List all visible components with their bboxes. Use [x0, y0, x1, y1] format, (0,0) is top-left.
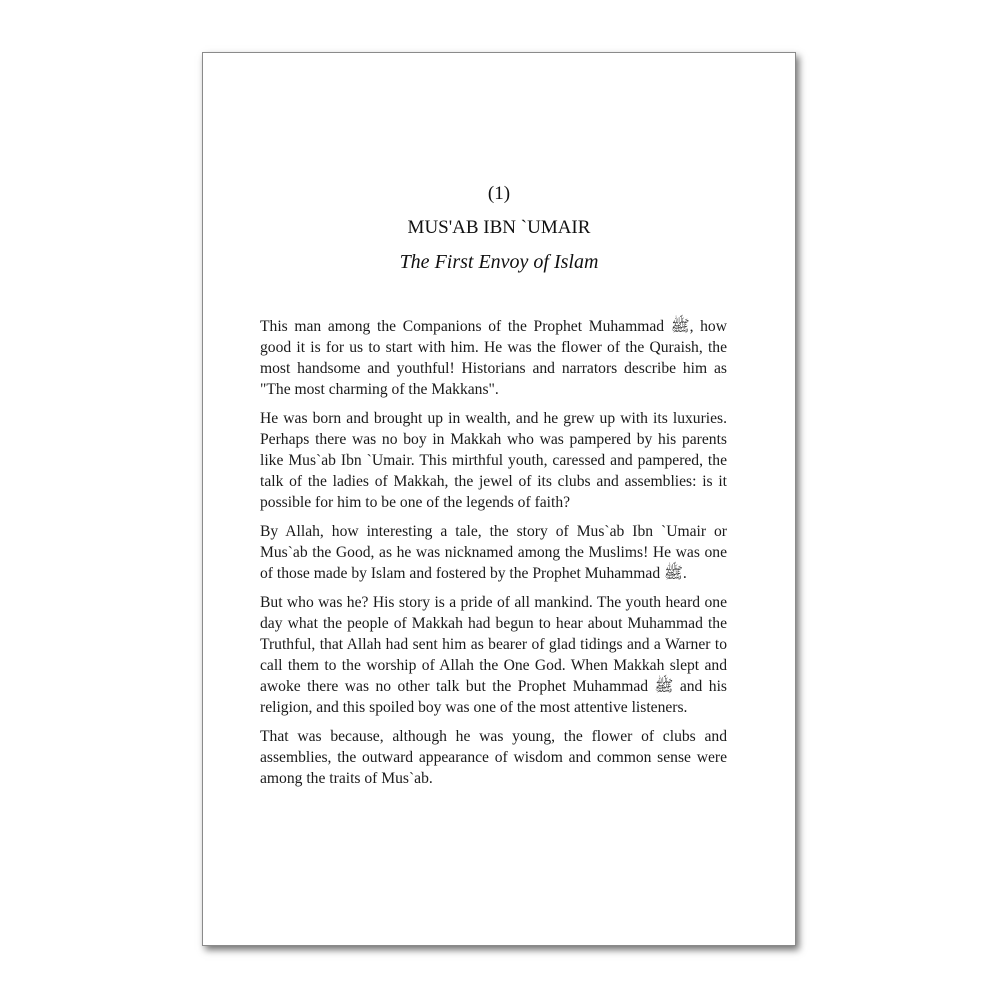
chapter-subtitle: The First Envoy of Islam [399, 251, 599, 273]
paragraph: He was born and brought up in wealth, and he grew up with its luxuries. Perhaps there was no boy in Makkah who was pampered by his parents like Mus`ab Ibn `Umair. This mirthful youth, caressed and pampered, the talk of the ladies of Makkah, the jewel of its clubs and assemblies: is it possible for him to be one of the legends of faith? [260, 410, 727, 511]
chapter-number: (1) [487, 183, 511, 204]
paragraph: But who was he? His story is a pride of all mankind. The youth heard one day what the people of Makkah had begun to hear about Muhammad the Truthful, that Allah had sent him as bearer of glad tidings and a Warner to call them to the worship of Allah the One God. When Makkah slept and awoke there was no other talk but the Prophet Muhammad ﷺ and his religion, and this spoiled boy was one of the most attentive listeners. [260, 594, 727, 716]
body-text [260, 316, 727, 797]
paragraph: That was because, although he was young, the flower of clubs and assemblies, the outward appearance of wisdom and common sense were among the traits of Mus`ab. [260, 728, 727, 787]
chapter-title: MUS'AB IBN `UMAIR [407, 217, 591, 238]
book-page [202, 52, 796, 946]
paragraph: This man among the Companions of the Prophet Muhammad ﷺ, how good it is for us to start with him. He was the flower of the Quraish, the most handsome and youthful! Historians and narrators describe him as "The most charming of the Makkans". [260, 318, 727, 398]
paragraph: By Allah, how interesting a tale, the story of Mus`ab Ibn `Umair or Mus`ab the Good, as he was nicknamed among the Muslims! He was one of those made by Islam and fostered by the Prophet Muhammad ﷺ. [260, 523, 727, 582]
